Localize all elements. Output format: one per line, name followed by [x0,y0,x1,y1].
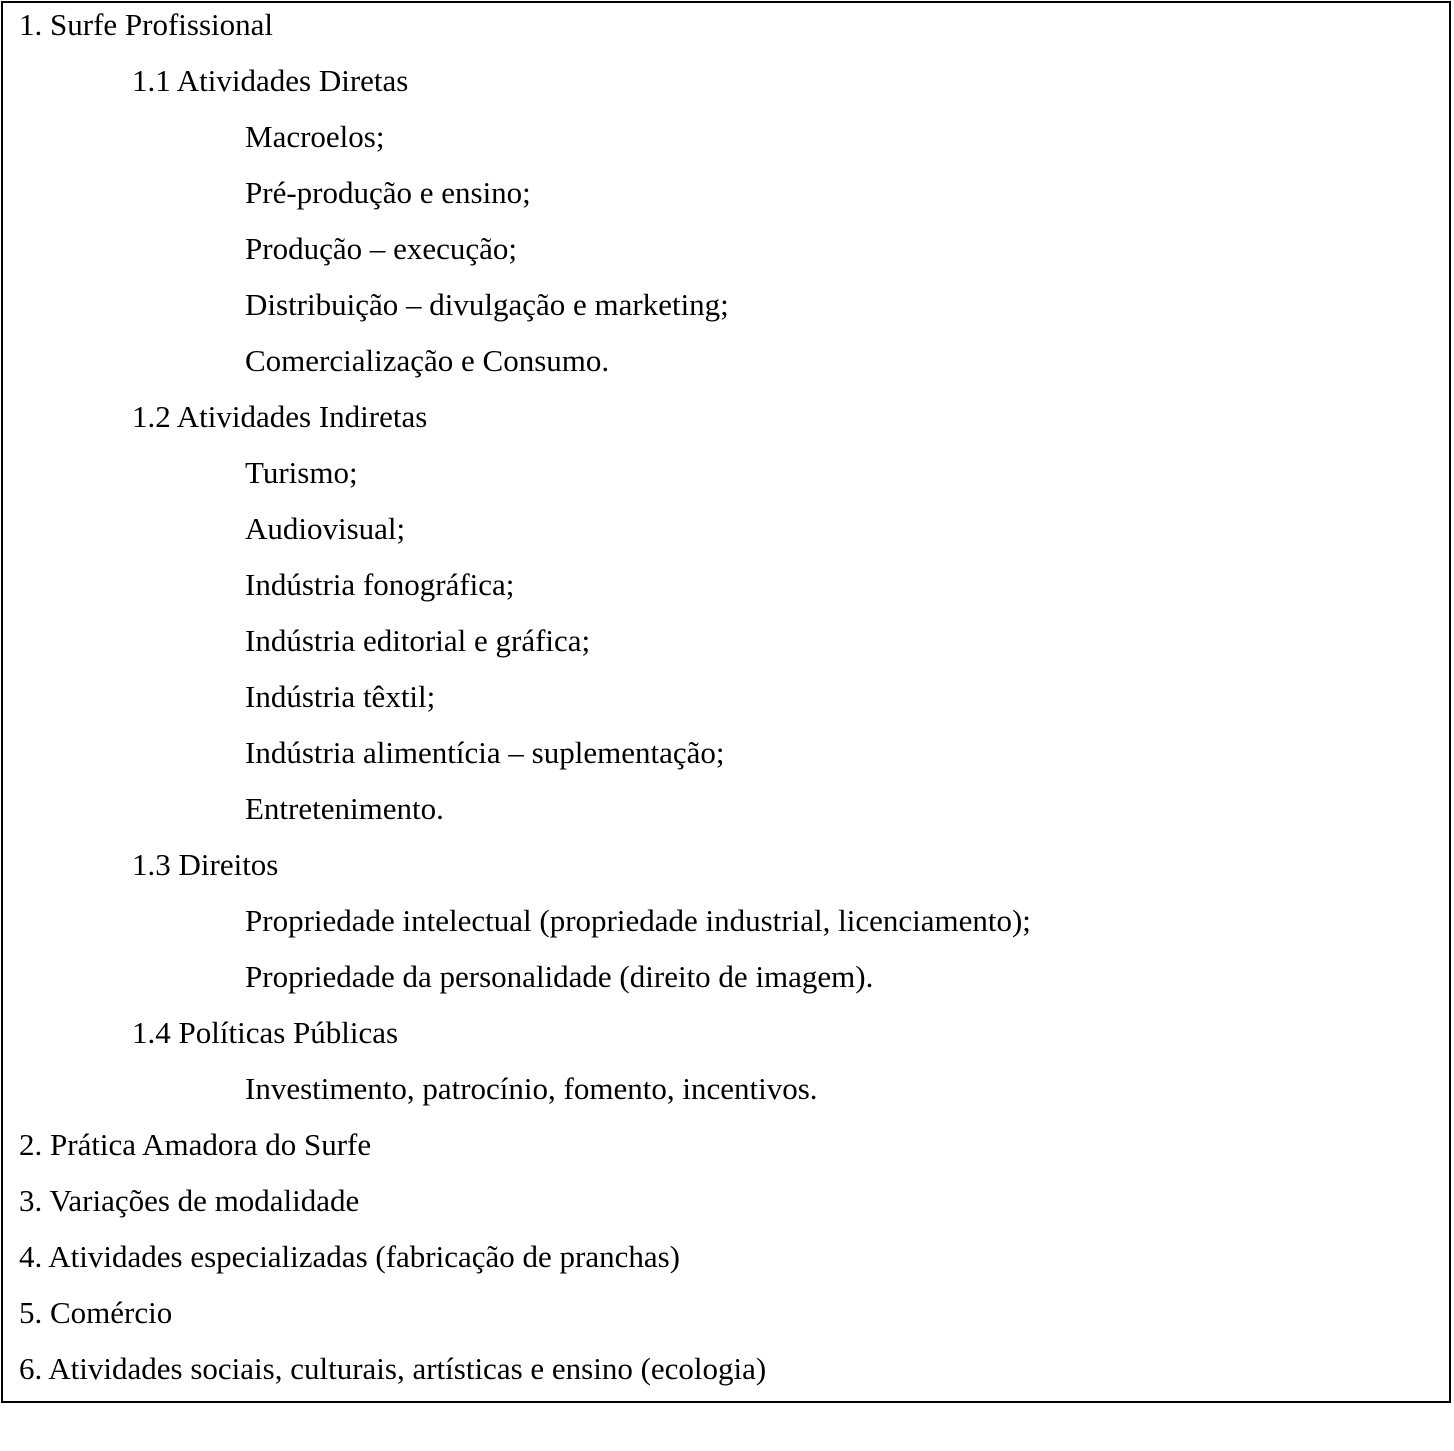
outline-box [1,1,1451,1403]
list-item: Indústria alimentícia – suplementação; [245,735,725,770]
outline-item-1: 1. Surfe Profissional [19,7,274,42]
outline-item-6: 6. Atividades sociais, culturais, artísticas e ensino (ecologia) [19,1351,767,1386]
list-item: Comercialização e Consumo. [245,343,610,378]
list-item: Distribuição – divulgação e marketing; [245,287,729,322]
outline-subitem-1-2: 1.2 Atividades Indiretas [132,399,428,434]
list-item: Produção – execução; [245,231,517,266]
list-item: Indústria editorial e gráfica; [245,623,591,658]
outline-item-2: 2. Prática Amadora do Surfe [19,1127,372,1162]
outline-item-3: 3. Variações de modalidade [19,1183,360,1218]
list-item: Macroelos; [245,119,385,154]
list-item: Audiovisual; [245,511,406,546]
list-item: Entretenimento. [245,791,444,826]
outline-item-4: 4. Atividades especializadas (fabricação de pranchas) [19,1239,681,1274]
list-item: Pré-produção e ensino; [245,175,531,210]
outline-subitem-1-1: 1.1 Atividades Diretas [132,63,409,98]
list-item: Propriedade da personalidade (direito de imagem). [245,959,874,994]
outline-subitem-1-3: 1.3 Direitos [132,847,279,882]
outline-item-5: 5. Comércio [19,1295,173,1330]
list-item: Indústria fonográfica; [245,567,515,602]
list-item: Propriedade intelectual (propriedade industrial, licenciamento); [245,903,1031,938]
outline-subitem-1-4: 1.4 Políticas Públicas [132,1015,399,1050]
list-item: Investimento, patrocínio, fomento, incentivos. [245,1071,818,1106]
list-item: Indústria têxtil; [245,679,436,714]
list-item: Turismo; [245,455,358,490]
